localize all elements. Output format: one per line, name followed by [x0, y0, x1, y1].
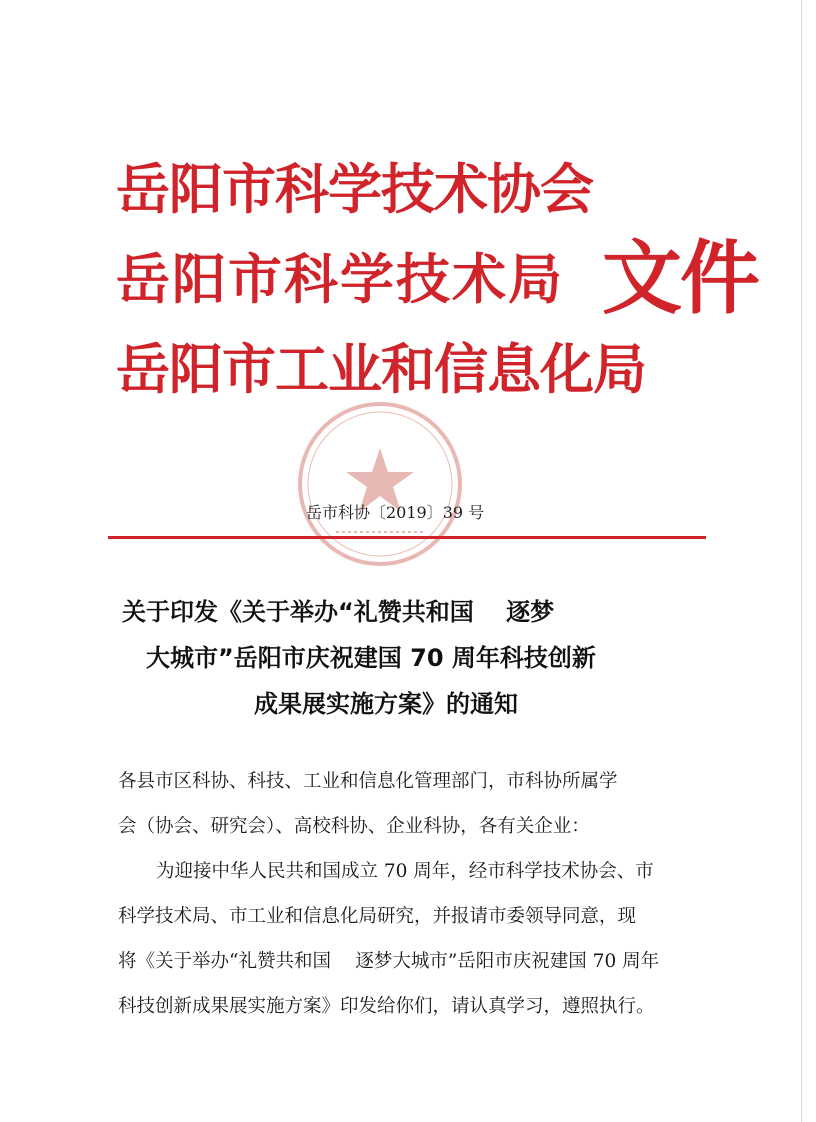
body-line-5: 将《关于举办“礼赞共和国 逐梦大城市”岳阳市庆祝建国 70 周年	[118, 951, 660, 972]
page-edge	[801, 0, 802, 1122]
issuer-name-3: 岳阳市工业和信息化局	[116, 338, 646, 401]
document-header	[116, 150, 758, 430]
body-line-3: 为迎接中华人民共和国成立 70 周年，经市科学技术协会、市	[156, 861, 654, 882]
document-label: 文件	[602, 232, 758, 325]
body-line-6: 科技创新成果展实施方案》印发给你们，请认真学习，遵照执行。	[118, 996, 655, 1017]
notice-title-line-3: 成果展实施方案》的通知	[254, 690, 518, 718]
body-line-4: 科学技术局、市工业和信息化局研究，并报请市委领导同意，现	[118, 906, 637, 927]
red-divider	[108, 536, 706, 539]
issuer-name-2: 岳阳市科学技术局	[116, 248, 564, 311]
document-number: 岳市科协〔2019〕39 号	[306, 503, 485, 522]
body-line-2: 会（协会、研究会）、高校科协、企业科协，各有关企业：	[118, 816, 590, 837]
official-seal-icon	[296, 400, 464, 568]
notice-title-line-2: 大城市”岳阳市庆祝建国 70 周年科技创新	[146, 644, 596, 672]
body-line-1: 各县市区科协、科技、工业和信息化管理部门，市科协所属学	[118, 771, 618, 792]
issuer-name-1: 岳阳市科学技术协会	[116, 158, 593, 221]
notice-title-line-1: 关于印发《关于举办“礼赞共和国 逐梦	[122, 598, 555, 626]
